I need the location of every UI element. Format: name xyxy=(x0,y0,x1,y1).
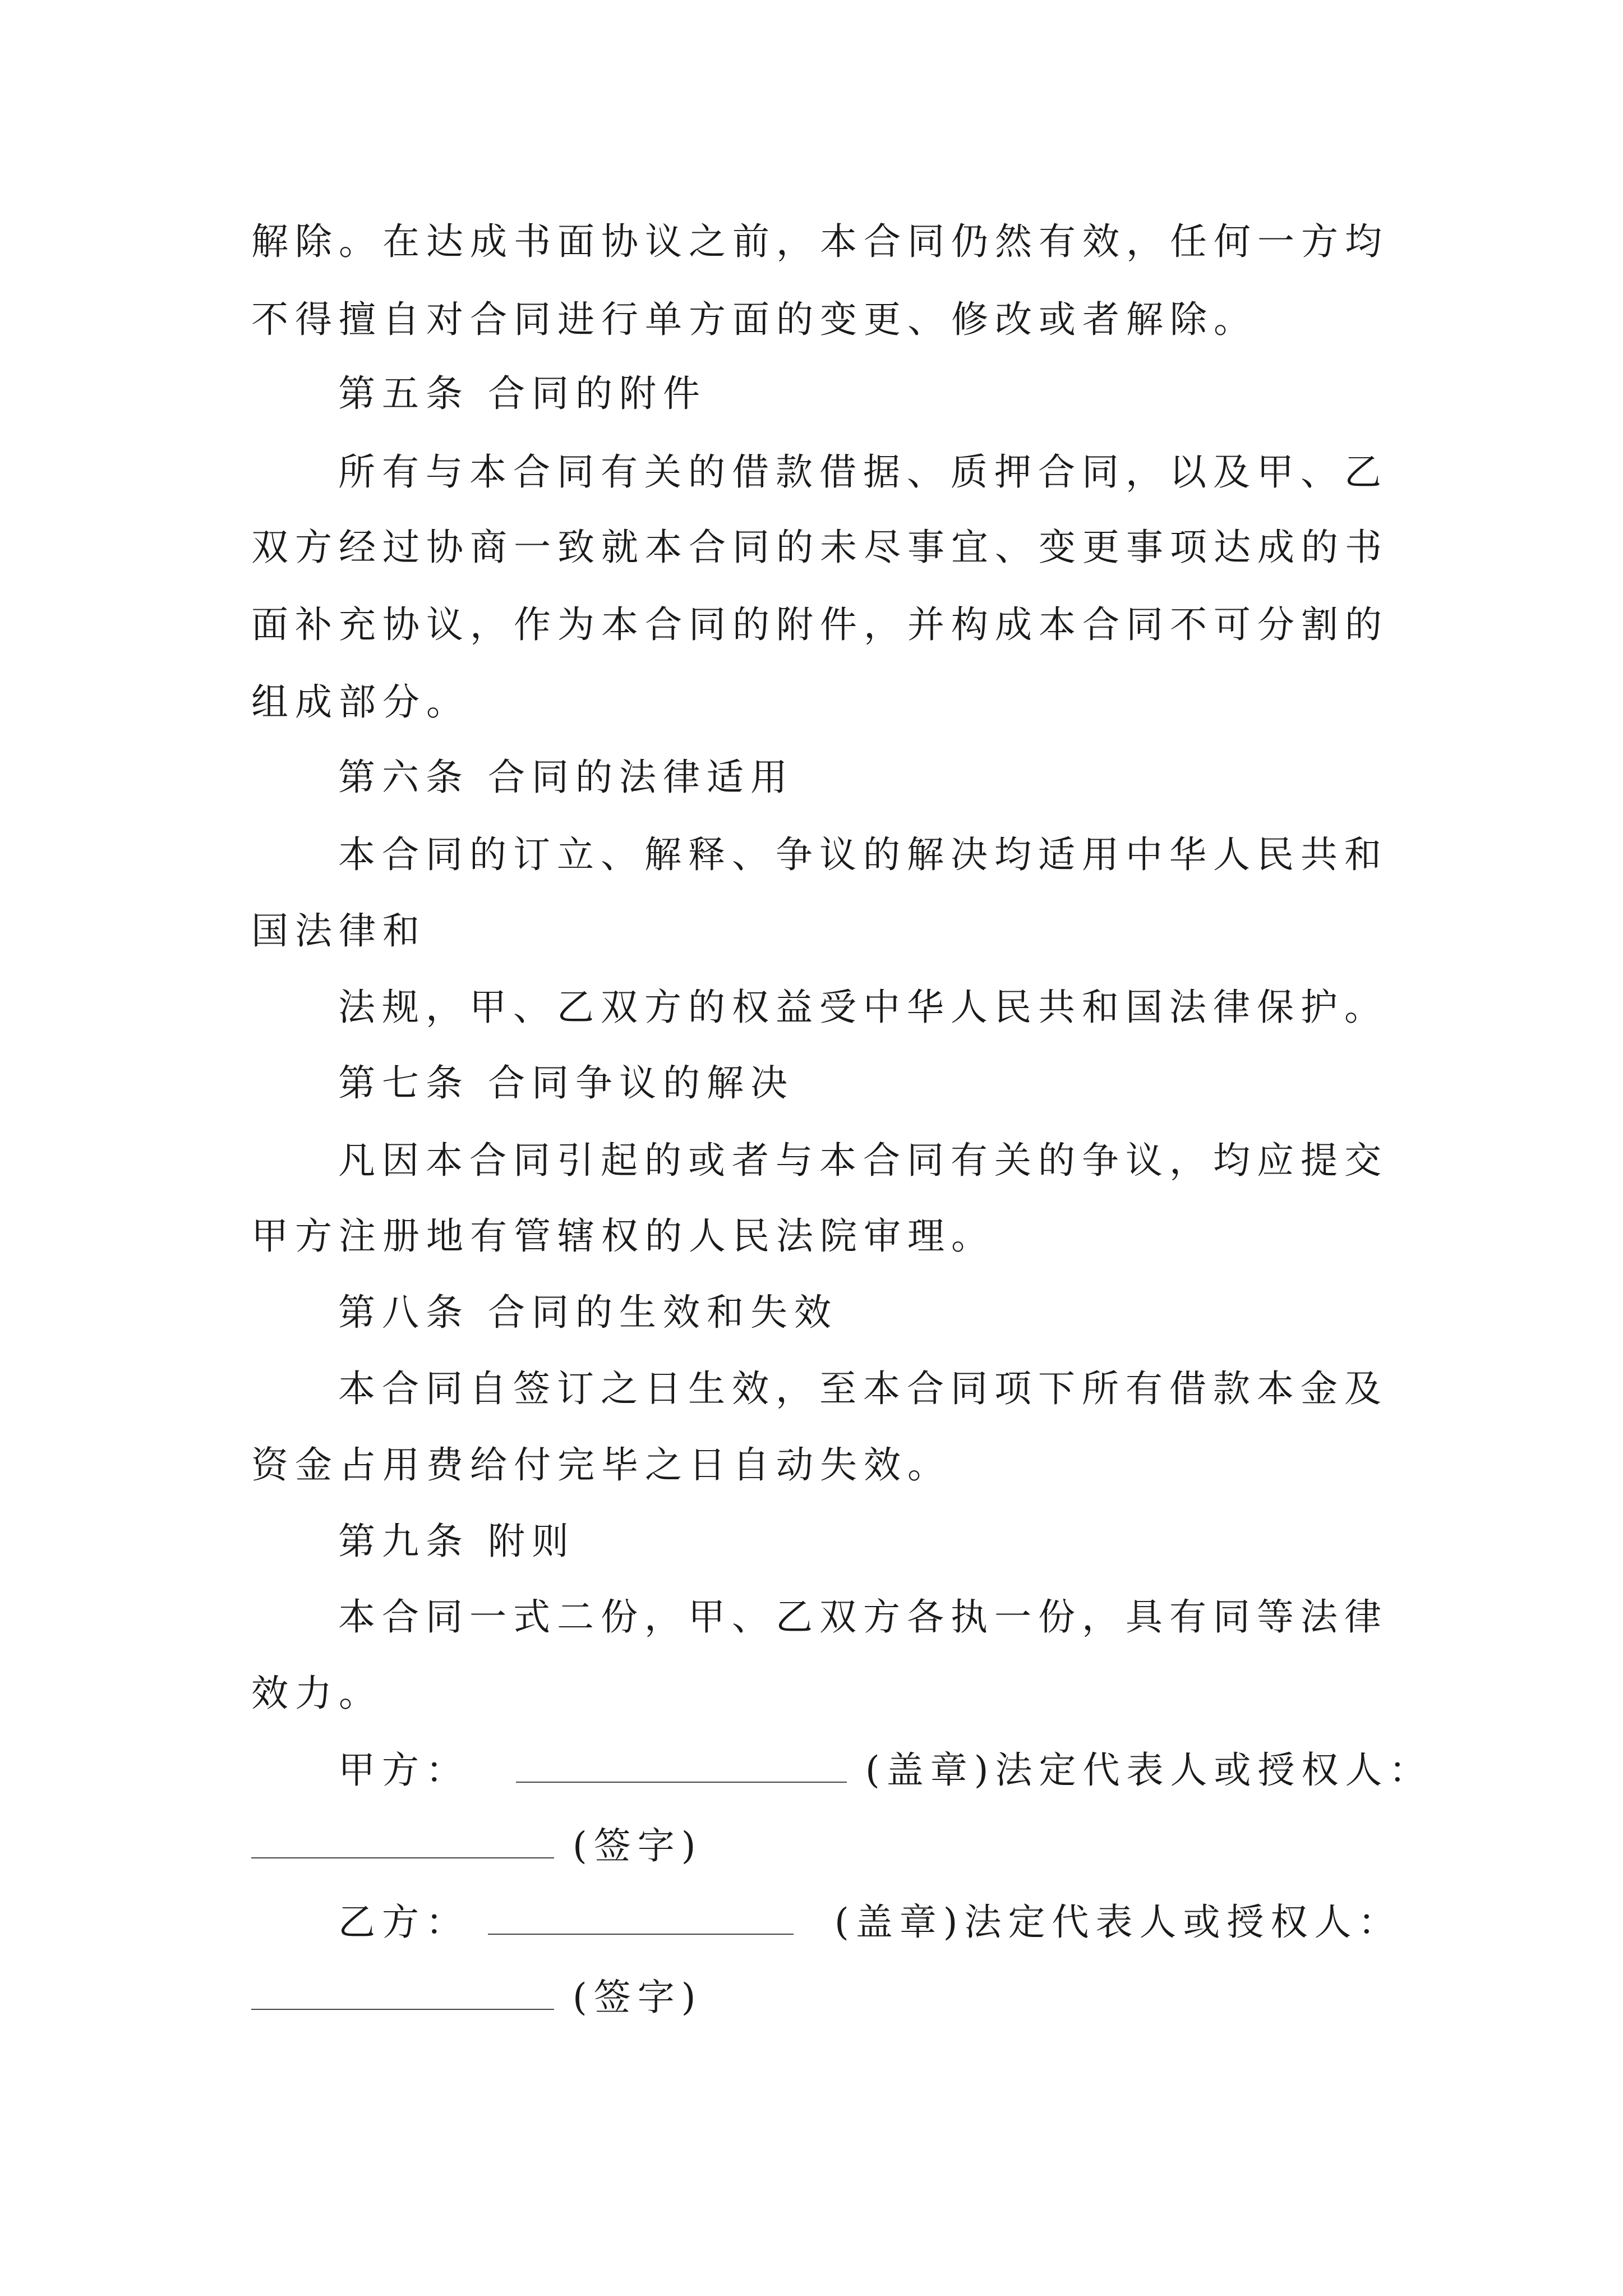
party-b-label: 乙方： xyxy=(338,1901,469,1944)
party-b-sign-blank[interactable] xyxy=(251,1986,554,2010)
party-b-seal-blank[interactable] xyxy=(488,1911,794,1935)
party-a-sign-row xyxy=(251,1824,703,1867)
text-line-16: 本合同自签订之日生效，至本合同项下所有借款本金及 xyxy=(338,1367,1388,1410)
party-b-signature-row xyxy=(338,1901,1402,1944)
party-b-sign-label: (签字) xyxy=(572,1976,703,2019)
text-line-13: 凡因本合同引起的或者与本合同有关的争议，均应提交 xyxy=(338,1139,1388,1182)
text-line-6: 面补充协议，作为本合同的附件，并构成本合同不可分割的 xyxy=(251,603,1389,646)
article-5-heading: 第五条 合同的附件 xyxy=(338,372,707,415)
article-8-heading: 第八条 合同的生效和失效 xyxy=(338,1291,838,1334)
party-a-sign-blank[interactable] xyxy=(251,1835,554,1858)
party-a-seal-blank[interactable] xyxy=(516,1759,847,1783)
party-b-sign-row xyxy=(251,1976,703,2019)
text-line-1: 解除。在达成书面协议之前，本合同仍然有效，任何一方均 xyxy=(251,220,1389,263)
article-6-heading: 第六条 合同的法律适用 xyxy=(338,756,794,799)
text-line-9: 本合同的订立、解释、争议的解决均适用中华人民共和 xyxy=(338,833,1388,876)
text-line-5: 双方经过协商一致就本合同的未尽事宜、变更事项达成的书 xyxy=(251,526,1389,569)
text-line-2: 不得擅自对合同进行单方面的变更、修改或者解除。 xyxy=(251,298,1257,341)
text-line-19: 本合同一式二份，甲、乙双方各执一份，具有同等法律 xyxy=(338,1595,1388,1639)
party-a-sign-label: (签字) xyxy=(572,1824,703,1867)
article-7-heading: 第七条 合同争议的解决 xyxy=(338,1061,794,1105)
text-line-4: 所有与本合同有关的借款借据、质押合同，以及甲、乙 xyxy=(338,450,1388,494)
text-line-17: 资金占用费给付完毕之日自动失效。 xyxy=(251,1443,951,1487)
text-line-14: 甲方注册地有管辖权的人民法院审理。 xyxy=(251,1214,995,1258)
text-line-10: 国法律和 xyxy=(251,909,426,953)
party-a-seal-label: (盖章)法定代表人或授权人： xyxy=(865,1749,1433,1792)
party-a-label: 甲方： xyxy=(338,1749,469,1792)
party-b-seal-label: (盖章)法定代表人或授权人： xyxy=(834,1901,1402,1944)
article-9-heading: 第九条 附则 xyxy=(338,1520,575,1563)
text-line-11: 法规，甲、乙双方的权益受中华人民共和国法律保护。 xyxy=(338,986,1388,1029)
text-line-7: 组成部分。 xyxy=(251,680,470,724)
party-a-signature-row xyxy=(338,1749,1433,1792)
text-line-20: 效力。 xyxy=(251,1672,382,1715)
